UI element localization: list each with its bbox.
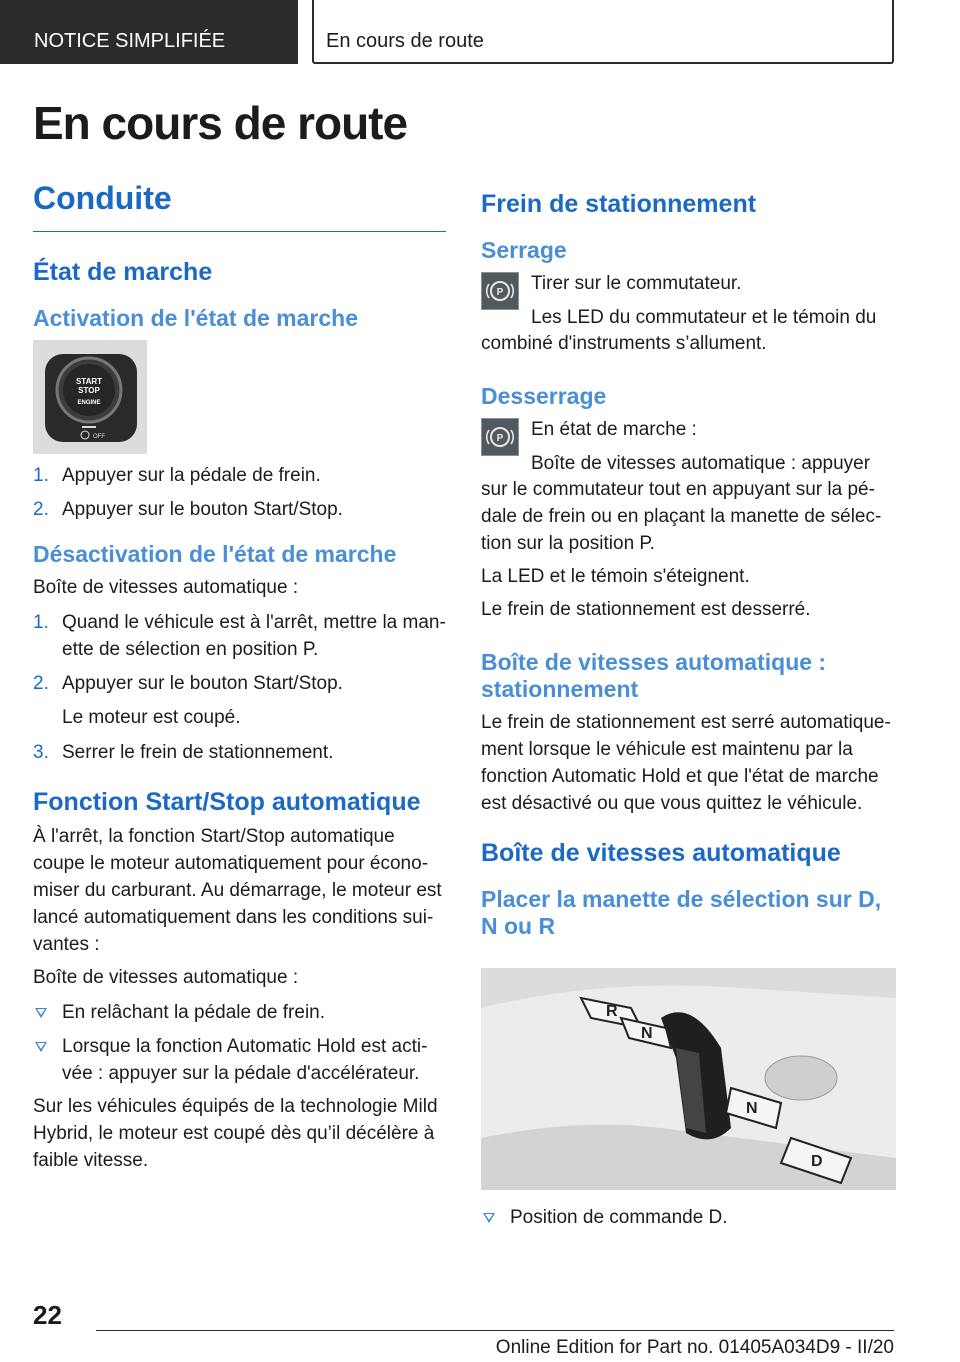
bullet-triangle-icon [35,1008,47,1018]
desactivation-steps-cont [33,739,448,766]
list-item: 1. Quand le véhicule est à l'arrêt, mettre la man‐ ette de sélection en position P. [33,612,446,660]
left-column [33,180,448,1174]
startstop-paragraph-2: Boîte de vitesses automatique : [33,967,299,988]
heading-rule [33,231,446,232]
right-column [481,190,896,1231]
list-item: 3. Serrer le frein de stationnement. [33,742,334,763]
page-number: 22 [33,1300,62,1330]
desactivation-steps [33,609,448,697]
serrage-line-2b: combiné d'instruments s’allument. [481,333,767,354]
shifter-bullets [481,1204,896,1231]
heading-etat-de-marche: État de marche [33,258,213,286]
heading-frein-stationnement: Frein de stationnement [481,190,757,218]
stop-label: STOP [78,386,100,395]
desserrage-line-2a: Boîte de vitesses automatique : appuyer [531,453,871,474]
startstop-paragraph-3: Sur les véhicules équipés de la technologie Mild Hybrid, le moteur est coupé dès qu’il décélère à faible vitesse. [33,1096,438,1171]
off-label: OFF [93,434,105,440]
heading-start-stop-auto: Fonction Start/Stop automatique [33,788,421,816]
list-item: 2. Appuyer sur le bouton Start/Stop. [33,673,343,694]
header-tab-chapter[interactable]: En cours de route [312,0,894,64]
desserrage-line-1: En état de marche : [531,419,697,440]
desactivation-intro: Boîte de vitesses automatique : [33,577,299,598]
svg-text:P: P [496,433,504,444]
heading-activation: Activation de l'état de marche [33,305,359,331]
parking-brake-icon [481,418,519,456]
heading-boite-automatique: Boîte de vitesses automatique [481,839,841,867]
parking-brake-icon [481,272,519,310]
shifter-label-n-top: N [641,1025,653,1042]
heading-desactivation: Désactivation de l'état de marche [33,541,397,567]
bullet-triangle-icon [483,1213,495,1223]
shifter-label-r: R [606,1003,618,1020]
serrage-block [481,270,896,331]
boite-stationnement-paragraph: Le frein de stationnement est serré automatique‐ ment lorsque le véhicule est maintenu par la fonction Automatic Hold et que l'état de marche est désactivé ou que vous quittez le véhicule. [481,712,891,814]
heading-serrage: Serrage [481,237,567,263]
list-item: 2. Appuyer sur le bouton Start/Stop. [33,499,343,520]
svg-text:P: P [496,287,504,298]
desserrage-line-2b: sur le commutateur tout en appuyant sur la pé‐ dale de frein ou en plaçant la manette de sélec‐ tion sur la position P. [481,479,882,554]
activation-steps [33,462,448,523]
gear-selector-image [481,968,896,1190]
start-stop-button-icon [33,340,147,454]
shifter-label-n: N [746,1100,758,1117]
heading-desserrage: Desserrage [481,383,607,409]
serrage-line-2a: Les LED du commutateur et le témoin du [531,307,877,328]
list-item: Lorsque la fonction Automatic Hold est acti‐ vée : appuyer sur la pédale d'accélérateur. [33,1033,448,1087]
header-bar [0,0,960,66]
shifter-label-d: D [811,1153,823,1170]
desserrage-block [481,416,896,477]
heading-boite-stationnement: Boîte de vitesses automatique : stationnement [481,649,827,702]
engine-label: ENGINE [77,400,101,406]
step-note: Le moteur est coupé. [62,707,241,728]
start-stop-button-image [33,340,147,454]
header-tab-notice[interactable]: NOTICE SIMPLIFIÉE [0,0,298,64]
bullet-triangle-icon [35,1042,47,1052]
footer-edition: Online Edition for Part no. 01405A034D9 - II/20 [495,1337,894,1358]
desserrage-line-4: Le frein de stationnement est desserré. [481,599,811,620]
list-item: En relâchant la pédale de frein. [33,999,448,1026]
list-item: 1. Appuyer sur la pédale de frein. [33,465,321,486]
page-title: En cours de route [33,97,408,149]
heading-conduite: Conduite [33,180,172,216]
desserrage-line-3: La LED et le témoin s'éteignent. [481,566,750,587]
start-label: START [75,377,103,386]
serrage-line-1: Tirer sur le commutateur. [531,273,742,294]
list-item: Position de commande D. [481,1204,896,1231]
heading-placer-manette: Placer la manette de sélection sur D, N ou R [481,886,882,939]
startstop-paragraph-1: À l'arrêt, la fonction Start/Stop automatique coupe le moteur automatiquement pour écono‐ miser du carburant. Au démarrage, le moteur est lancé automatiquement dans les conditions sui‐ vantes : [33,826,442,955]
startstop-bullets [33,999,448,1087]
gear-selector-icon [481,968,896,1190]
footer-rule [96,1330,894,1331]
